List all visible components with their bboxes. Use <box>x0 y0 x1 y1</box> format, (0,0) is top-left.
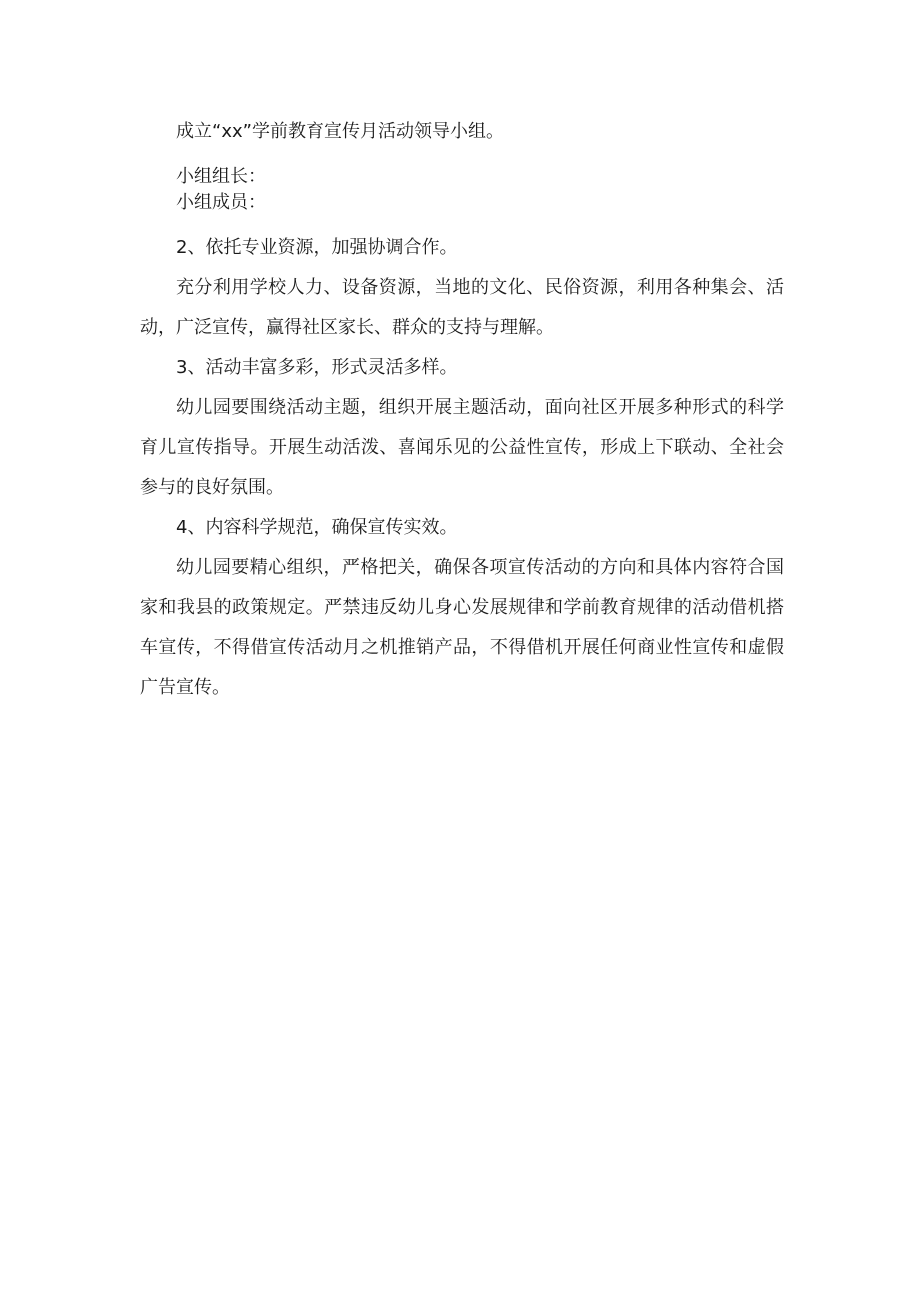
paragraph-activities: 幼儿园要围绕活动主题，组织开展主题活动，面向社区开展多种形式的科学育儿宣传指导。开展生动活泼、喜闻乐见的公益性宣传，形成上下联动、全社会参与的良好氛围。 <box>140 397 784 498</box>
paragraph-resources: 充分利用学校人力、设备资源，当地的文化、民俗资源，利用各种集会、活动，广泛宣传，赢得社区家长、群众的支持与理解。 <box>140 277 784 338</box>
paragraph-content-standards: 幼儿园要精心组织，严格把关，确保各项宣传活动的方向和具体内容符合国家和我县的政策规定。严禁违反幼儿身心发展规律和学前教育规律的活动借机搭车宣传，不得借宣传活动月之机推销产品，不得借机开展任何商业性宣传和虚假广告宣传。 <box>140 557 784 698</box>
section-heading-2: 2、依托专业资源，加强协调合作。 <box>176 237 458 258</box>
paragraph-group-leader: 小组组长： <box>176 166 266 187</box>
paragraph-leadership-group: 成立“xx”学前教育宣传月活动领导小组。 <box>176 121 504 142</box>
section-heading-4: 4、内容科学规范，确保宣传实效。 <box>176 517 458 538</box>
paragraph-group-members: 小组成员： <box>176 192 266 213</box>
document-body <box>140 112 784 708</box>
section-heading-3: 3、活动丰富多彩，形式灵活多样。 <box>176 357 458 378</box>
